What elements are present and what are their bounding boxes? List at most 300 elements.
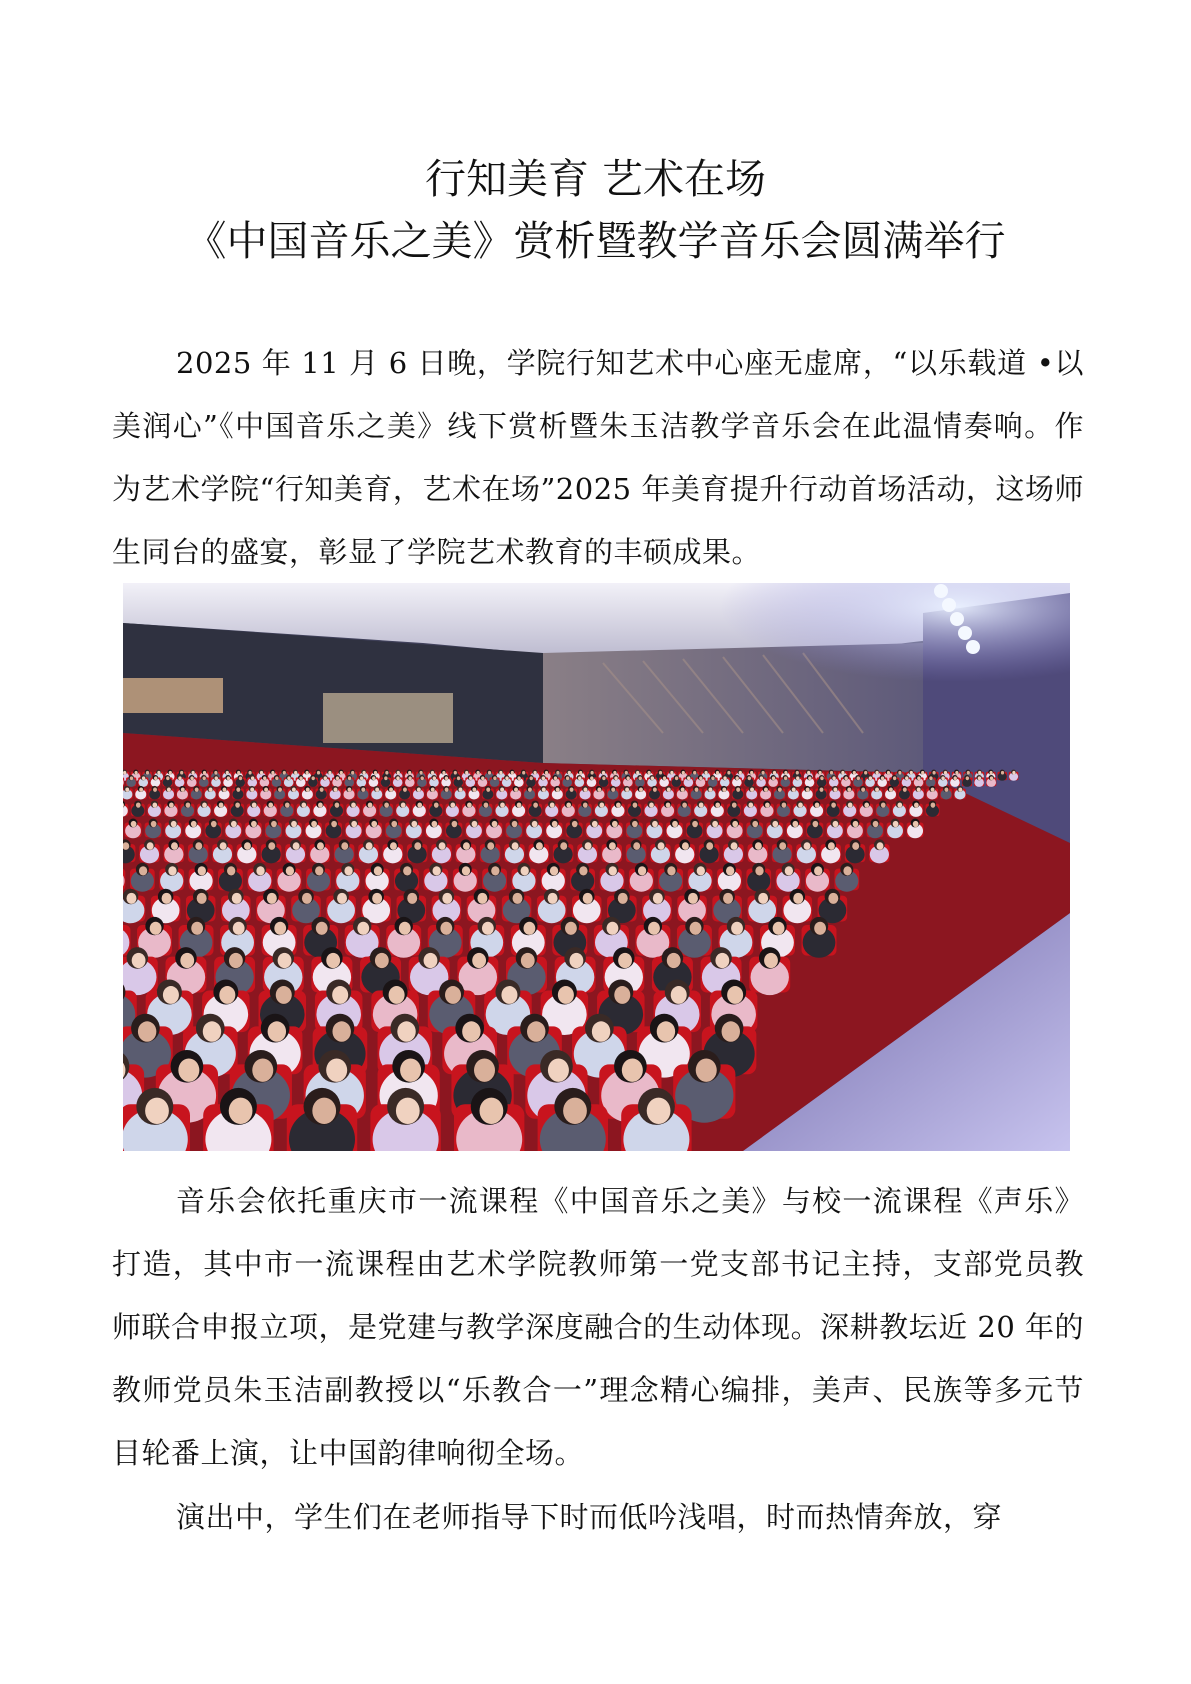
audience-face [704,771,707,775]
audience-face [157,771,160,775]
audience-face [472,821,478,827]
audience-face [232,893,242,904]
title-line-1: 行知美育 艺术在场 [424,155,767,203]
audience-face [550,803,555,808]
audience-face [375,787,379,791]
audience-face [554,776,557,780]
audience-face [667,787,671,791]
audience-face [612,821,618,827]
audience-face [560,842,567,850]
audience-face [914,803,919,808]
audience-face [731,922,743,935]
audience-face [432,866,440,875]
audience-face [583,803,588,808]
audience-face [147,842,154,850]
audience-face [154,776,157,780]
audience-face [305,771,308,775]
audience-face [563,1098,587,1124]
audience-face [317,842,324,850]
audience-face [348,776,351,780]
audience-face [431,771,434,775]
audience-face [152,803,157,808]
audience-face [291,821,297,827]
audience-face [403,866,411,875]
audience-face [268,1021,286,1041]
audience-face [793,893,803,904]
audience-face [772,821,778,827]
audience-face [171,842,178,850]
audience-face [219,986,235,1004]
audience-face [647,771,650,775]
audience-face [397,1021,415,1041]
audience-face [671,986,687,1004]
audience-face [764,953,778,968]
audience-face [251,776,254,780]
audience-face [675,776,678,780]
audience-face [659,771,662,775]
audience-face [585,842,592,850]
audience-face [830,771,833,775]
audience-face [372,776,375,780]
audience-face [536,842,543,850]
audience-face [681,787,685,791]
audience-face [910,771,913,775]
audience-face [283,771,286,775]
audience-face [169,771,172,775]
audience-face [222,787,226,791]
audience-face [287,776,290,780]
audience-face [857,776,860,780]
audience-face [523,922,535,935]
audience-face [723,893,733,904]
audience-face [931,803,936,808]
audience-face [599,803,604,808]
audience-face [452,821,458,827]
audience-face [462,1021,480,1041]
audience-face [967,771,970,775]
audience-face [268,803,273,808]
audience-face [267,893,277,904]
audience-face [848,803,853,808]
audience-face [235,803,240,808]
audience-face [431,787,435,791]
audience-face [792,821,798,827]
audience-face [326,953,340,968]
audience-face [784,776,787,780]
audience-face [397,771,400,775]
audience-face [875,771,878,775]
audience-face [722,1021,740,1041]
audience-face [268,842,275,850]
audience-face [614,986,630,1004]
audience-face [616,803,621,808]
audience-face [125,787,129,791]
audience-face [306,787,310,791]
audience-face [513,893,523,904]
audience-face [579,771,582,775]
audience-face [765,803,770,808]
audience-face [889,787,893,791]
audience-face [706,842,713,850]
audience-face [274,922,286,935]
audience-face [695,787,699,791]
audience-face [361,787,365,791]
audience-face [648,922,660,935]
audience-face [130,776,133,780]
audience-face [463,842,470,850]
audience-face [633,842,640,850]
audience-face [432,821,438,827]
audience-face [209,787,213,791]
audience-face [301,803,306,808]
audience-face [852,842,859,850]
audience-face [366,842,373,850]
audience-face [229,953,243,968]
audience-face [667,953,681,968]
audience-face [467,803,472,808]
audience-face [528,787,532,791]
audience-face [220,842,227,850]
audience-face [727,771,730,775]
audience-face [613,771,616,775]
audience-face [1012,771,1015,775]
audience-face [332,1021,350,1041]
audience-face [299,776,302,780]
audience-face [505,776,508,780]
audience-face [649,803,654,808]
audience-face [142,776,145,780]
audience-face [682,803,687,808]
paragraph-course: 音乐会依托重庆市一流课程《中国音乐之美》与校一流课程《声乐》打造，其中市一流课程由艺术学院教师第一党支部书记主持，支部党员教师联合申报立项，是党建与教学深度融合的生动体现。深耕教坛近 20 年的教师党员朱玉洁副教授以“乐教合一”理念精心编排，美声、民族等多元节目轮番上演，让中国韵律响彻全场。 [112,1184,1084,1470]
audience-face [813,821,819,827]
audience-face [123,771,126,775]
audience-face [362,771,365,775]
audience-face [548,1059,569,1082]
audience-face [374,771,377,775]
audience-face [332,986,348,1004]
audience-face [396,776,399,780]
audience-face [590,771,593,775]
audience-face [292,787,296,791]
audience-face [442,771,445,775]
audience-face [244,842,251,850]
audience-face [477,893,487,904]
audience-face [978,776,981,780]
audience-face [260,771,263,775]
audience-face [887,771,890,775]
audience-face [264,787,268,791]
audience-face [773,922,785,935]
audience-face [126,893,136,904]
audience-face [445,787,449,791]
audience-face [941,776,944,780]
audience-face [195,787,199,791]
audience-face [666,803,671,808]
audience-face [256,866,264,875]
audience-face [442,893,452,904]
audience-face [847,787,851,791]
audience-face [647,1098,671,1124]
audience-face [202,803,207,808]
audience-face [533,803,538,808]
audience-face [203,771,206,775]
audience-face [491,866,499,875]
audience-face [417,803,422,808]
audience-face [434,803,439,808]
audience-face [401,803,406,808]
audience-face [226,771,229,775]
audience-face [864,771,867,775]
audience-face [474,1059,495,1082]
audience-face [521,953,535,968]
audience-face [556,771,559,775]
audience-face [499,771,502,775]
audience-face [385,771,388,775]
audience-face [251,821,257,827]
audience-face [663,776,666,780]
audience-face [162,893,172,904]
audience-face [533,771,536,775]
paragraph-performance: 演出中，学生们在老师指导下时而低吟浅唱，时而热情奔放，穿 [176,1500,1003,1534]
audience-face [690,922,702,935]
audience-face [651,776,654,780]
audience-face [417,787,421,791]
audience-face [271,821,277,827]
audience-face [815,803,820,808]
audience-face [903,787,907,791]
audience-face [500,803,505,808]
audience-face [391,821,397,827]
audience-face [820,787,824,791]
audience-face [552,821,558,827]
audience-face [501,986,517,1004]
audience-face [512,842,519,850]
audience-face [602,771,605,775]
audience-face [833,787,837,791]
audience-face [521,866,529,875]
audience-face [294,771,297,775]
audience-face [542,776,545,780]
audience-face [527,1021,545,1041]
audience-face [831,803,836,808]
audience-face [476,771,479,775]
article-title [0,148,1191,272]
audience-face [548,893,558,904]
audience-face [472,787,476,791]
audience-face [597,787,601,791]
audience-face [877,842,884,850]
audience-face [248,771,251,775]
audience-face [736,787,740,791]
audience-face [632,821,638,827]
audience-face [727,986,743,1004]
audience-face [828,842,835,850]
audience-face [191,771,194,775]
audience-face [958,787,962,791]
audience-face [944,771,947,775]
audience-face [864,803,869,808]
audience-face [715,953,729,968]
audience-face [869,776,872,780]
audience-face [414,842,421,850]
audience-face [592,821,598,827]
audience-face [433,776,436,780]
audience-face [134,771,137,775]
audience-face [814,922,826,935]
audience-face [699,803,704,808]
audience-face [618,953,632,968]
audience-face [191,821,197,827]
audience-face [317,771,320,775]
audience-face [755,842,762,850]
audience-face [861,787,865,791]
audience-face [487,842,494,850]
audience-face [748,803,753,808]
audience-face [372,893,382,904]
audience-face [153,787,157,791]
audience-face [252,1059,273,1082]
audience-face [236,787,240,791]
audience-face [311,821,317,827]
audience-face [178,1059,199,1082]
audience-face [371,821,377,827]
audience-face [752,821,758,827]
audience-face [190,776,193,780]
audience-face [384,776,387,780]
audience-face [219,803,224,808]
audience-face [195,842,202,850]
audience-face [239,776,242,780]
audience-face [818,771,821,775]
audience-face [293,842,300,850]
audience-face [784,771,787,775]
audience-face [796,771,799,775]
audience-face [798,803,803,808]
audience-face [639,787,643,791]
audience-face [150,922,162,935]
audience-face [558,986,574,1004]
audience-face [722,787,726,791]
audience-face [375,953,389,968]
paragraph-intro: 2025 年 11 月 6 日晚，学院行知艺术中心座无虚席，“以乐载道 •以美润心”《中国音乐之美》线下赏析暨朱玉洁教学音乐会在此温情奏响。作为艺术学院“行知美育，艺术在场”2025 年美育提升行动首场活动，这场师生同台的盛宴，彰显了学院艺术教育的丰硕成果。 [112,346,1084,569]
audience-face [639,776,642,780]
audience-face [445,776,448,780]
audience-face [570,953,584,968]
audience-face [168,866,176,875]
audience-face [368,803,373,808]
audience-face [131,821,137,827]
audience-face [806,787,810,791]
audience-face [638,866,646,875]
audience-face [633,803,638,808]
audience-face [653,893,663,904]
audience-face [578,776,581,780]
audience-face [390,842,397,850]
audience-face [459,787,463,791]
audience-face [843,866,851,875]
audience-face [696,1059,717,1082]
audience-face [530,776,533,780]
audience-face [773,771,776,775]
audience-face [905,776,908,780]
audience-face [897,803,902,808]
audience-face [233,922,245,935]
audience-face [227,776,230,780]
audience-face [667,866,675,875]
audience-face [609,842,616,850]
audience-face [138,1021,156,1041]
audience-face [384,803,389,808]
audience-face [419,771,422,775]
audience-face [472,953,486,968]
audience-face [750,787,754,791]
audience-face [841,771,844,775]
audience-face [726,866,734,875]
audience-face [215,776,218,780]
audience-face [237,771,240,775]
audience-face [944,787,948,791]
audience-face [439,842,446,850]
audience-face [229,1098,253,1124]
audience-face [814,866,822,875]
audience-face [566,803,571,808]
audience-face [203,1021,221,1041]
audience-face [180,953,194,968]
audience-face [424,953,438,968]
audience-face [881,776,884,780]
audience-face [611,787,615,791]
audience-face [180,771,183,775]
audience-face [285,803,290,808]
audience-face [198,866,206,875]
audience-face [853,771,856,775]
audience-face [335,803,340,808]
audience-face [450,803,455,808]
audience-face [336,776,339,780]
audience-face [636,771,639,775]
audience-face [169,803,174,808]
audience-face [796,776,799,780]
audience-face [151,821,157,827]
audience-face [731,842,738,850]
audience-face [344,866,352,875]
audience-face [808,776,811,780]
audience-face [403,787,407,791]
audience-face [687,776,690,780]
audience-face [532,821,538,827]
audience-face [955,771,958,775]
audience-face [657,1021,675,1041]
audience-face [331,821,337,827]
concert-hall-audience-photo [123,583,1070,1151]
audience-face [469,776,472,780]
audience-face [481,776,484,780]
audience-face [579,866,587,875]
audience-face [760,776,763,780]
audience-face [732,821,738,827]
audience-face [932,771,935,775]
audience-face [445,986,461,1004]
audience-face [231,821,237,827]
audience-face [400,1059,421,1082]
audience-face [607,922,619,935]
audience-face [873,821,879,827]
audience-face [320,787,324,791]
audience-face [357,922,369,935]
audience-face [389,787,393,791]
audience-face [145,1098,169,1124]
audience-face [990,776,993,780]
